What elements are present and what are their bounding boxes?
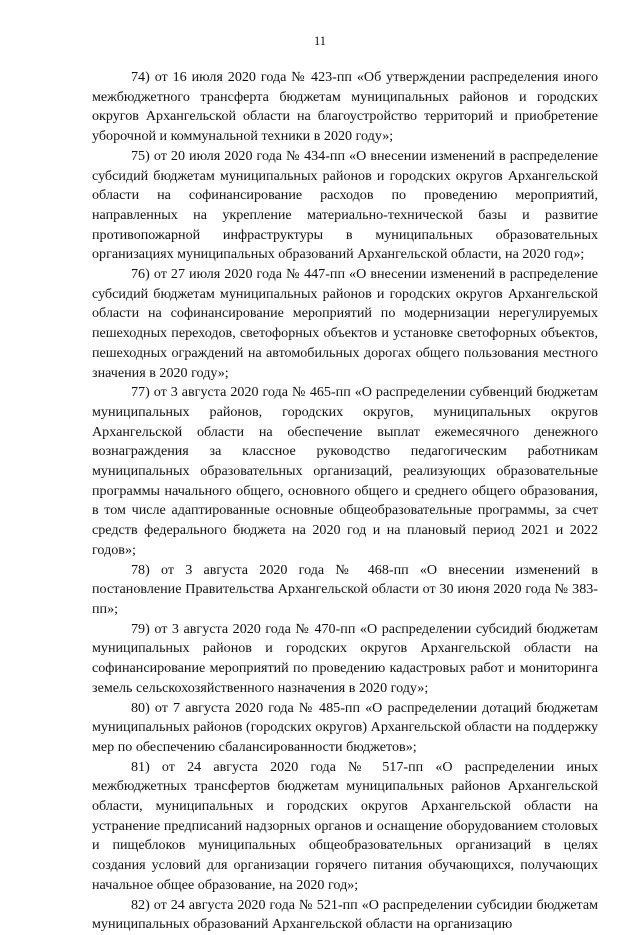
list-item-79: 79) от 3 августа 2020 года № 470-пп «О распределении субсидий бюджетам муниципальных районов и городских округов Архангельской области на софинансирование мероприятий по проведению кадастровых работ и мониторинга земель сельскохозяйственного назначения в 2020 году»; bbox=[92, 620, 598, 696]
document-body bbox=[92, 68, 598, 935]
list-item-82: 82) от 24 августа 2020 года № 521-пп «О распределении субсидии бюджетам муниципальных образований Архангельской области на организацию bbox=[92, 896, 598, 933]
list-item-76: 76) от 27 июля 2020 года № 447-пп «О внесении изменений в распределение субсидий бюджетам муниципальных районов и городских округов Архангельской области на софинансирование мероприятий по модернизации нерегулируемых пешеходных переходов, светофорных объектов и установке светофорных объектов, пешеходных ограждений на автомобильных дорогах общего пользования местного значения в 2020 году»; bbox=[92, 266, 598, 381]
page-number: 11 bbox=[313, 34, 327, 48]
list-item-74: 74) от 16 июля 2020 года № 423-пп «Об утверждении распределения иного межбюджетного трансферта бюджетам муниципальных районов и городских округов Архангельской области на благоустройство территорий и приобретение уборочной и коммунальной техники в 2020 году»; bbox=[92, 69, 598, 145]
list-item-80: 80) от 7 августа 2020 года № 485-пп «О распределении дотаций бюджетам муниципальных районов (городских округов) Архангельской области на поддержку мер по обеспечению сбалансированности бюджетов»; bbox=[92, 699, 598, 755]
list-item-77: 77) от 3 августа 2020 года № 465-пп «О распределении субвенций бюджетам муниципальных районов, городских округов, муниципальных округов Архангельской области на обеспечение выплат ежемесячного денежного вознаграждения за классное руководство педагогическим работникам муниципальных образовательных организаций, реализующих образовательные программы начального общего, основного общего и среднего общего образования, в том числе адаптированные основные общеобразовательные программы, за счет средств федерального бюджета на 2020 год и на плановый период 2021 и 2022 годов»; bbox=[92, 384, 598, 558]
list-item-75: 75) от 20 июля 2020 года № 434-пп «О внесении изменений в распределение субсидий бюджетам муниципальных районов и городских округов Архангельской области на софинансирование расходов по проведению мероприятий, направленных на укрепление материально-технической базы и развитие противопожарной инфраструктуры в муниципальных образовательных организациях муниципальных образований Архангельской области, на 2020 год»; bbox=[92, 147, 598, 263]
list-item-78: 78) от 3 августа 2020 года № 468-пп «О внесении изменений в постановление Правительства Архангельской области от 30 июня 2020 года № 383-пп»; bbox=[92, 561, 598, 617]
list-item-81: 81) от 24 августа 2020 года № 517-пп «О распределении иных межбюджетных трансфертов бюджетам муниципальных районов Архангельской области, муниципальных и городских округов Архангельской области на устранение предписаний надзорных органов и оснащение оборудованием столовых и пищеблоков муниципальных общеобразовательных организаций в целях создания условий для организации горячего питания обучающихся, получающих начальное общее образование, на 2020 год»; bbox=[92, 758, 598, 893]
